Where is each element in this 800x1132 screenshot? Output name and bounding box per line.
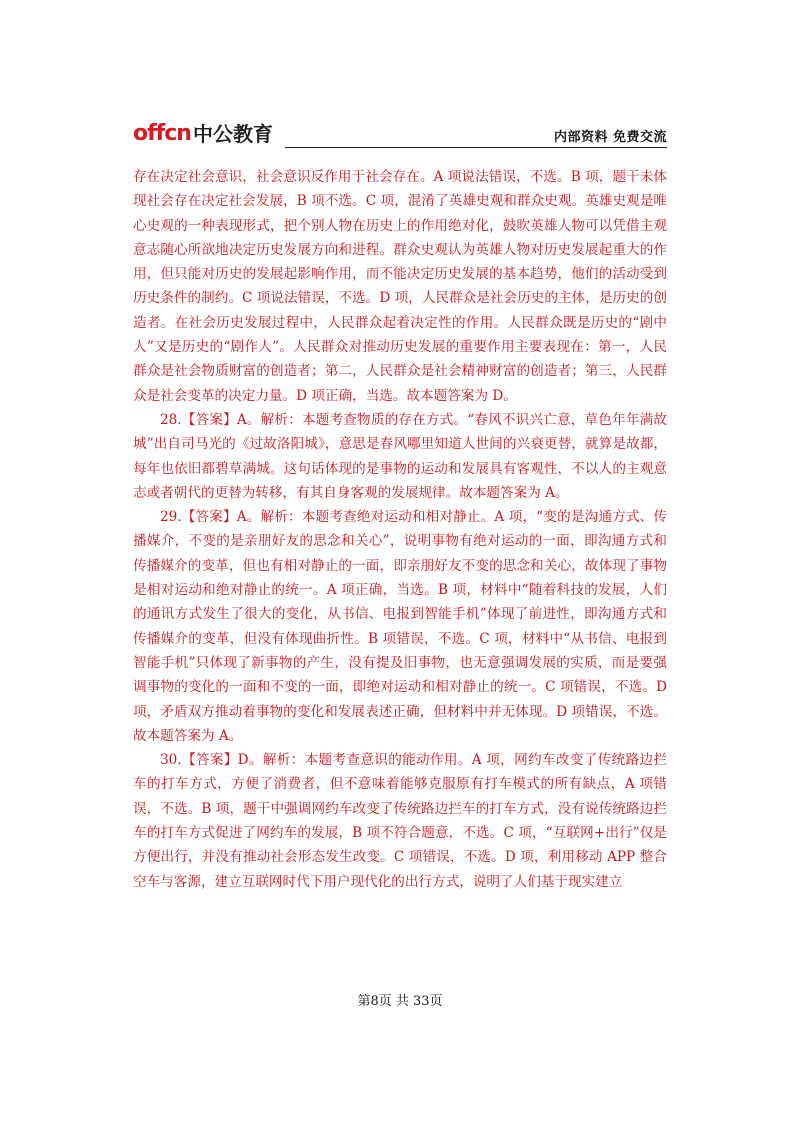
paragraph-answer-28: 28.【答案】A。解析：本题考查物质的存在方式。“春风不识兴亡意，草色年年满故城”出自司马光的《过故洛阳城》，意思是春风哪里知道人世间的兴衰更替，就算是故都，每年也依旧都碧草满城。这句话体现的是事物的运动和发展具有客观性，不以人的主观意志或者朝代的更替为转移，有其自身客观的发展规律。故本题答案为 A。 bbox=[133, 411, 667, 501]
page-header bbox=[133, 120, 667, 150]
document-body bbox=[133, 165, 667, 894]
paragraph-continuation: 存在决定社会意识，社会意识反作用于社会存在。A 项说法错误，不选。B 项，题干未体现社会存在决定社会发展，B 项不选。C 项，混淆了英雄史观和群众史观。英雄史观是唯心史观的一种表现形式，把个别人物在历史上的作用绝对化，鼓吹英雄人物可以凭借主观意志随心所欲地决定历史发展方向和进程。群众史观认为英雄人物对历史发展起重大的作用，但只能对历史的发展起影响作用，而不能决定历史发展的基本趋势，他们的活动受到历史条件的制约。C 项说法错误，不选。D 项，人民群众是社会历史的主体，是历史的创造者。在社会历史发展过程中，人民群众起着决定性的作用。人民群众既是历史的“剧中人”又是历史的“剧作人”。人民群众对推动历史发展的重要作用主要表现在：第一，人民群众是社会物质财富的创造者；第二，人民群众是社会精神财富的创造者；第三，人民群众是社会变革的决定力量。D 项正确，当选。故本题答案为 D。 bbox=[133, 169, 667, 404]
page-number: 第8页 共 33页 bbox=[357, 994, 443, 1009]
header-note: 内部资料 免费交流 bbox=[553, 130, 667, 145]
offcn-logo bbox=[133, 120, 273, 148]
logo-latin-text: offcn bbox=[133, 121, 191, 146]
paragraph-answer-30: 30.【答案】D。解析：本题考查意识的能动作用。A 项，网约车改变了传统路边拦车的打车方式，方便了消费者，但不意味着能够克服原有打车模式的所有缺点，A 项错误，不选。B 项，题干中强调网约车改变了传统路边拦车的打车方式，没有说传统路边拦车的打车方式促进了网约车的发展，B 项不符合题意，不选。C 项，“互联网+出行”仅是方便出行，并没有推动社会形态发生改变。C 项错误，不选。D 项，利用移动 APP 整合空车与客源，建立互联网时代下用户现代化的出行方式，说明了人们基于现实建立 bbox=[133, 752, 667, 890]
header-rule bbox=[285, 147, 667, 148]
paragraph-answer-29: 29.【答案】A。解析：本题考查绝对运动和相对静止。A 项，“变的是沟通方式、传播媒介，不变的是亲朋好友的思念和关心”，说明事物有绝对运动的一面，即沟通方式和传播媒介的变革，但也有相对静止的一面，即亲朋好友不变的思念和关心，故体现了事物是相对运动和绝对静止的统一。A 项正确，当选。B 项，材料中“随着科技的发展，人们的通讯方式发生了很大的变化，从书信、电报到智能手机”体现了前进性，即沟通方式和传播媒介的变革，但没有体现曲折性。B 项错误，不选。C 项，材料中“从书信、电报到智能手机”只体现了新事物的产生，没有提及旧事物，也无意强调发展的实质，而是要强调事物的变化的一面和不变的一面，即绝对运动和相对静止的统一。C 项错误，不选。D 项，矛盾双方推动着事物的变化和发展表述正确，但材料中并无体现。D 项错误，不选。故本题答案为 A。 bbox=[133, 509, 667, 744]
logo-chinese-text: 中公教育 bbox=[192, 122, 273, 146]
